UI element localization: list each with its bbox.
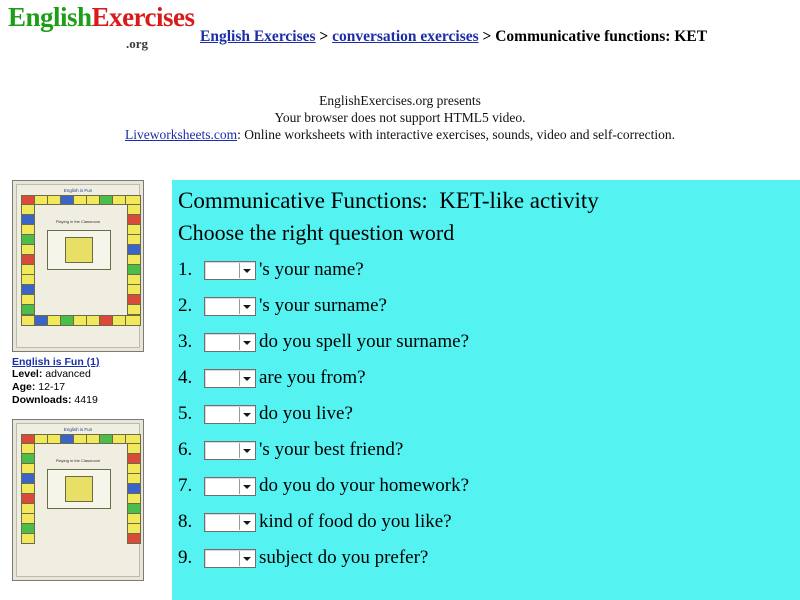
age-label: Age: bbox=[12, 381, 36, 393]
board-cell bbox=[86, 434, 100, 444]
question-word-select-7[interactable] bbox=[204, 477, 256, 496]
logo-text-org: .org bbox=[126, 36, 149, 51]
worksheet-meta-1 bbox=[12, 368, 162, 407]
board-cell bbox=[73, 315, 87, 326]
chevron-down-icon[interactable] bbox=[239, 371, 254, 386]
question-number: 2. bbox=[178, 295, 193, 316]
breadcrumb bbox=[200, 28, 707, 46]
question-text: kind of food do you like? bbox=[259, 511, 452, 532]
worksheet-thumbnail-2[interactable] bbox=[12, 419, 144, 581]
board-cell bbox=[21, 533, 35, 544]
board-center-tile bbox=[65, 476, 93, 502]
board-cell bbox=[127, 304, 141, 315]
question-word-select-6[interactable] bbox=[204, 441, 256, 460]
question-row bbox=[178, 396, 800, 432]
board-cell bbox=[34, 195, 48, 205]
board-cell bbox=[99, 315, 113, 326]
chevron-down-icon[interactable] bbox=[239, 551, 254, 566]
question-row bbox=[178, 360, 800, 396]
board-cell bbox=[112, 195, 126, 205]
question-row bbox=[178, 432, 800, 468]
question-list bbox=[172, 248, 800, 576]
board-cell bbox=[34, 434, 48, 444]
board-cell bbox=[73, 434, 87, 444]
question-word-select-2[interactable] bbox=[204, 297, 256, 316]
question-row bbox=[178, 324, 800, 360]
sidebar-item-1[interactable] bbox=[12, 180, 162, 407]
board-cell bbox=[21, 315, 35, 326]
board-title-1: English is Fun bbox=[63, 188, 93, 193]
worksheet-age-1 bbox=[12, 381, 162, 394]
question-text: do you live? bbox=[259, 403, 353, 424]
chevron-down-icon[interactable] bbox=[239, 263, 254, 278]
board-cell bbox=[60, 434, 74, 444]
liveworksheets-description: : Online worksheets with interactive exercises, sounds, video and self-correction. bbox=[237, 127, 675, 142]
board-cell bbox=[86, 315, 100, 326]
board-cell bbox=[99, 434, 113, 444]
exercise-panel bbox=[172, 180, 800, 600]
site-header bbox=[0, 0, 800, 62]
question-text: do you spell your surname? bbox=[259, 331, 470, 352]
question-text: subject do you prefer? bbox=[259, 547, 429, 568]
board-cell bbox=[127, 533, 141, 544]
thumbnail-board-2 bbox=[16, 423, 140, 577]
chevron-down-icon[interactable] bbox=[239, 299, 254, 314]
board-subtitle-1: Playing in the Classroom bbox=[55, 219, 101, 224]
question-word-select-9[interactable] bbox=[204, 549, 256, 568]
downloads-label: Downloads: bbox=[12, 394, 72, 406]
question-number: 1. bbox=[178, 259, 193, 280]
chevron-down-icon[interactable] bbox=[239, 515, 254, 530]
question-row bbox=[178, 468, 800, 504]
sidebar-item-2[interactable] bbox=[12, 419, 162, 581]
video-no-support-line: Your browser does not support HTML5 video. bbox=[274, 110, 526, 125]
question-number: 3. bbox=[178, 331, 193, 352]
video-placeholder bbox=[0, 92, 800, 143]
board-cell bbox=[125, 315, 141, 326]
question-row bbox=[178, 252, 800, 288]
board-cell bbox=[47, 434, 61, 444]
breadcrumb-link-english-exercises[interactable]: English Exercises bbox=[200, 28, 316, 45]
question-number: 9. bbox=[178, 547, 193, 568]
board-cell bbox=[60, 195, 74, 205]
board-cell bbox=[21, 304, 35, 315]
board-cell bbox=[112, 434, 126, 444]
video-presents-line: EnglishExercises.org presents bbox=[319, 93, 481, 108]
chevron-down-icon[interactable] bbox=[239, 407, 254, 422]
question-text: 's your surname? bbox=[259, 295, 387, 316]
question-row bbox=[178, 288, 800, 324]
breadcrumb-separator-2: > bbox=[482, 28, 492, 45]
board-center-tile bbox=[65, 237, 93, 263]
chevron-down-icon[interactable] bbox=[239, 443, 254, 458]
board-subtitle-2: Playing in the Classroom bbox=[55, 458, 101, 463]
sidebar bbox=[12, 180, 162, 581]
worksheet-link-1[interactable]: English is Fun (1) bbox=[12, 356, 100, 368]
question-word-select-3[interactable] bbox=[204, 333, 256, 352]
question-row bbox=[178, 504, 800, 540]
level-label: Level: bbox=[12, 368, 43, 380]
thumbnail-board-1 bbox=[16, 184, 140, 348]
question-number: 8. bbox=[178, 511, 193, 532]
breadcrumb-link-conversation-exercises[interactable]: conversation exercises bbox=[332, 28, 479, 45]
question-word-select-1[interactable] bbox=[204, 261, 256, 280]
board-title-2: English is Fun bbox=[63, 427, 93, 432]
board-cell bbox=[73, 195, 87, 205]
board-cell bbox=[112, 315, 126, 326]
question-number: 7. bbox=[178, 475, 193, 496]
board-cell bbox=[60, 315, 74, 326]
level-value: advanced bbox=[45, 368, 91, 380]
question-text: are you from? bbox=[259, 367, 366, 388]
exercise-title: Communicative Functions: KET-like activity bbox=[178, 188, 599, 213]
downloads-value: 4419 bbox=[74, 394, 98, 406]
board-cell bbox=[47, 315, 61, 326]
chevron-down-icon[interactable] bbox=[239, 479, 254, 494]
worksheet-level-1 bbox=[12, 368, 162, 381]
question-word-select-8[interactable] bbox=[204, 513, 256, 532]
worksheet-thumbnail-1[interactable] bbox=[12, 180, 144, 352]
breadcrumb-current: Communicative functions: KET bbox=[495, 28, 708, 45]
board-cell bbox=[86, 195, 100, 205]
liveworksheets-line bbox=[0, 126, 800, 143]
exercise-subtitle: Choose the right question word bbox=[178, 220, 455, 245]
question-word-select-5[interactable] bbox=[204, 405, 256, 424]
question-number: 5. bbox=[178, 403, 193, 424]
question-text: 's your name? bbox=[259, 259, 364, 280]
breadcrumb-separator-1: > bbox=[319, 28, 329, 45]
question-number: 4. bbox=[178, 367, 193, 388]
site-logo[interactable] bbox=[8, 2, 198, 51]
board-cell bbox=[47, 195, 61, 205]
worksheet-caption-1 bbox=[12, 356, 162, 368]
question-word-select-4[interactable] bbox=[204, 369, 256, 388]
chevron-down-icon[interactable] bbox=[239, 335, 254, 350]
board-cell bbox=[34, 315, 48, 326]
logo-text-exercises: Exercises bbox=[91, 2, 195, 32]
logo-text-english: English bbox=[8, 2, 92, 32]
age-value: 12-17 bbox=[38, 381, 66, 393]
liveworksheets-link[interactable]: Liveworksheets.com bbox=[125, 127, 238, 142]
question-text: 's your best friend? bbox=[259, 439, 404, 460]
question-text: do you do your homework? bbox=[259, 475, 470, 496]
board-cell bbox=[99, 195, 113, 205]
question-number: 6. bbox=[178, 439, 193, 460]
worksheet-downloads-1 bbox=[12, 394, 162, 407]
question-row bbox=[178, 540, 800, 576]
